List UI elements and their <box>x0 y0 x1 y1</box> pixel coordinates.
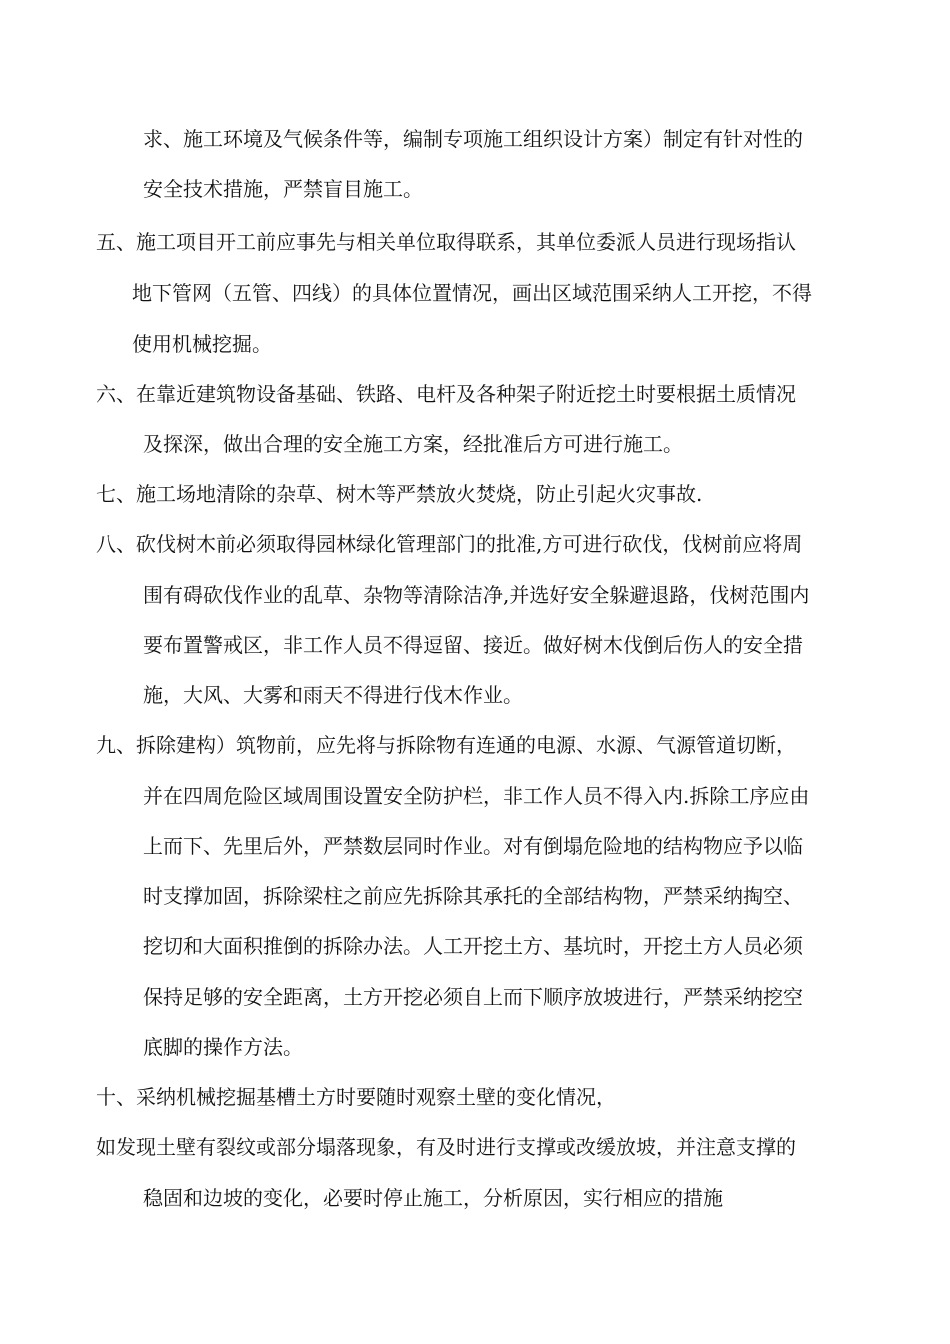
text-line: 九、拆除建构）筑物前，应先将与拆除物有连通的电源、水源、气源管道切断， <box>96 733 796 757</box>
text-line: 六、在靠近建筑物设备基础、铁路、电杆及各种架子附近挖土时要根据土质情况 <box>96 382 796 406</box>
text-line: 八、砍伐树木前必须取得园林绿化管理部门的批准,方可进行砍伐，伐树前应将周 <box>96 532 803 556</box>
text-line: 保持足够的安全距离，土方开挖必须自上而下顺序放坡进行，严禁采纳挖空 <box>143 985 803 1009</box>
text-line: 七、施工场地清除的杂草、树木等严禁放火焚烧，防止引起火灾事故. <box>96 482 703 506</box>
text-line: 五、施工项目开工前应事先与相关单位取得联系，其单位委派人员进行现场指认 <box>96 230 796 254</box>
text-line: 时支撑加固，拆除梁柱之前应先拆除其承托的全部结构物，严禁采纳掏空、 <box>143 884 803 908</box>
text-line: 地下管网（五管、四线）的具体位置情况，画出区域范围采纳人工开挖，不得 <box>132 281 812 305</box>
text-line: 安全技术措施，严禁盲目施工。 <box>143 177 423 201</box>
text-line: 如发现土壁有裂纹或部分塌落现象，有及时进行支撑或改缓放坡，并注意支撑的 <box>96 1135 796 1159</box>
text-line: 十、采纳机械挖掘基槽土方时要随时观察土壁的变化情况， <box>96 1085 616 1109</box>
text-line: 底脚的操作方法。 <box>143 1035 303 1059</box>
text-line: 围有碍砍伐作业的乱草、杂物等清除洁净,并选好安全躲避退路，伐树范围内 <box>143 583 810 607</box>
text-line: 要布置警戒区，非工作人员不得逗留、接近。做好树木伐倒后伤人的安全措 <box>143 633 803 657</box>
text-line: 挖切和大面积推倒的拆除办法。人工开挖土方、基坑时，开挖土方人员必须 <box>143 934 803 958</box>
text-line: 及探深，做出合理的安全施工方案，经批准后方可进行施工。 <box>143 432 683 456</box>
text-line: 使用机械挖掘。 <box>132 332 272 356</box>
text-line: 并在四周危险区域周围设置安全防护栏，非工作人员不得入内.拆除工序应由 <box>143 784 810 808</box>
text-line: 施，大风、大雾和雨天不得进行伐木作业。 <box>143 683 523 707</box>
text-line: 稳固和边坡的变化，必要时停止施工，分析原因，实行相应的措施 <box>143 1186 723 1210</box>
text-line: 求、施工环境及气候条件等，编制专项施工组织设计方案）制定有针对性的 <box>143 127 803 151</box>
text-line: 上而下、先里后外，严禁数层同时作业。对有倒塌危险地的结构物应予以临 <box>143 834 803 858</box>
